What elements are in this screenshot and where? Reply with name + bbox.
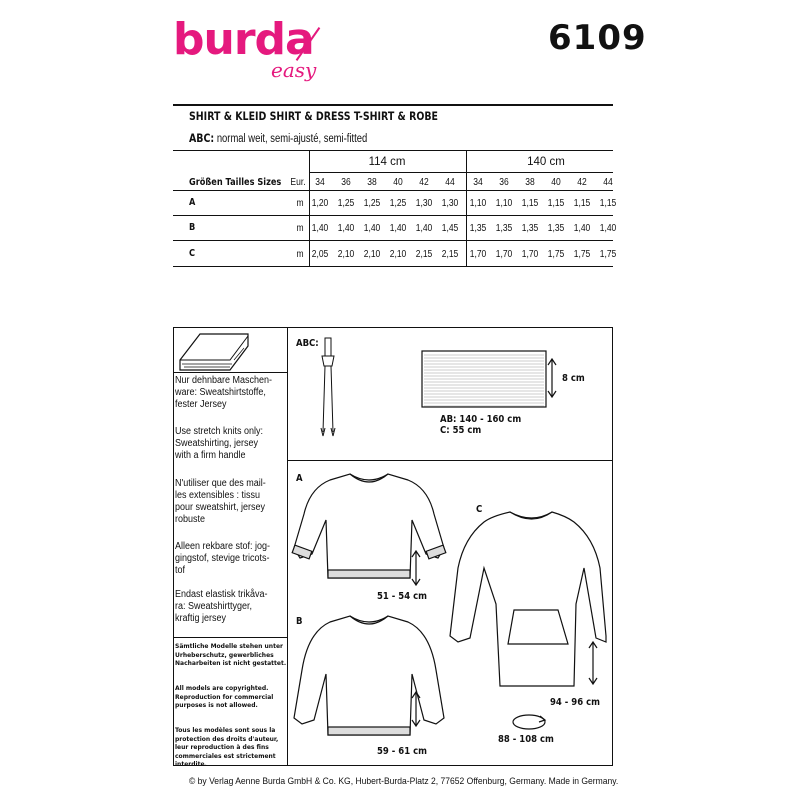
yardage-cell: 2,15 xyxy=(415,249,433,260)
notions-label: ABC: xyxy=(296,338,319,349)
view-c-measure: 94 - 96 cm xyxy=(550,697,600,708)
view-b-label: B xyxy=(296,616,303,627)
yardage-cell: 1,40 xyxy=(599,223,617,234)
width-header-114: 114 cm xyxy=(368,156,406,168)
rib-height-arrow-icon xyxy=(547,357,557,399)
yardage-cell: 1,15 xyxy=(521,198,539,209)
row-view-c: C xyxy=(189,248,196,259)
size-header: 36 xyxy=(499,177,509,188)
yardage-cell: 1,35 xyxy=(495,223,513,234)
logo-sub: easy xyxy=(271,58,317,82)
row-view-b: B xyxy=(189,222,196,233)
top-rule xyxy=(173,104,613,106)
size-header: 42 xyxy=(419,177,429,188)
fabric-note-de: Nur dehnbare Maschen-ware: Sweatshirtstoffe, fester Jersey xyxy=(175,375,273,410)
yardage-cell: 1,15 xyxy=(547,198,565,209)
logo-brand: burda xyxy=(173,14,314,65)
yardage-cell: 1,25 xyxy=(337,198,355,209)
yardage-cell: 1,30 xyxy=(441,198,459,209)
rib-height: 8 cm xyxy=(562,373,585,384)
yardage-cell: 1,40 xyxy=(363,223,381,234)
fabric-note-en: Use stretch knits only: Sweatshirting, jersey with a firm handle xyxy=(175,426,264,461)
sizes-label: Größen Tailles Sizes xyxy=(189,177,282,188)
yardage-cell: 1,70 xyxy=(521,249,539,260)
size-header: 38 xyxy=(367,177,377,188)
yardage-cell: 1,75 xyxy=(547,249,565,260)
footer-copyright: © by Verlag Aenne Burda GmbH & Co. KG, Hubert-Burda-Platz 2, 77652 Offenburg, Germany. Made in Germany. xyxy=(189,776,619,787)
fit-description xyxy=(189,131,367,145)
width-header-140: 140 cm xyxy=(527,156,565,168)
view-a-label: A xyxy=(296,473,303,484)
fit-text: normal weit, semi-ajusté, semi-fitted xyxy=(216,133,368,145)
copyright-note-fr: Tous les modèles sont sous la protection des droits d'auteur, leur reproduction à des fins commerciales est strictement interdite. xyxy=(175,727,279,768)
fabric-note-fr: N'utiliser que des mail-les extensibles : tissu pour sweatshirt, jersey robuste xyxy=(175,478,266,525)
fabric-note-nl: Alleen rekbare stof: jog-gingstof, stevige tricots-tof xyxy=(175,541,271,576)
pattern-title: SHIRT & KLEID SHIRT & DRESS T-SHIRT & ROBE xyxy=(189,109,438,123)
copyright-note-de: Sämtliche Modelle stehen unter Urheberschutz, gewerbliches Nacharbeiten ist nicht gestattet. xyxy=(175,643,287,667)
size-header: 40 xyxy=(393,177,403,188)
rib-length-c: C: 55 cm xyxy=(440,425,482,436)
yardage-cell: 1,20 xyxy=(311,198,329,209)
yardage-cell: 1,40 xyxy=(415,223,433,234)
pattern-number: 6109 xyxy=(548,18,647,58)
size-header: 34 xyxy=(473,177,483,188)
yardage-cell: 2,10 xyxy=(363,249,381,260)
yardage-cell: 2,15 xyxy=(441,249,459,260)
view-a-sweatshirt xyxy=(292,468,462,586)
circumference-icon xyxy=(510,712,548,732)
view-a-length-arrow-icon xyxy=(411,549,421,587)
unit-c: m xyxy=(296,249,304,260)
unit-a: m xyxy=(296,198,304,209)
burda-easy-logo xyxy=(173,14,333,86)
yardage-cell: 1,70 xyxy=(495,249,513,260)
size-header: 42 xyxy=(577,177,587,188)
yardage-cell: 2,10 xyxy=(337,249,355,260)
fabric-note-sv: Endast elastisk trikåva-ra: Sweatshirttyger, kraftig jersey xyxy=(175,589,268,624)
yardage-cell: 1,35 xyxy=(469,223,487,234)
rib-length-ab: AB: 140 - 160 cm xyxy=(440,414,522,425)
view-a-measure: 51 - 54 cm xyxy=(377,591,427,602)
view-c-dress xyxy=(448,498,608,698)
view-c-length-arrow-icon xyxy=(588,640,598,686)
yardage-cell: 2,10 xyxy=(389,249,407,260)
size-header: 44 xyxy=(445,177,455,188)
view-b-length-arrow-icon xyxy=(411,690,421,728)
yardage-cell: 1,10 xyxy=(495,198,513,209)
yardage-cell: 1,15 xyxy=(599,198,617,209)
row-view-a: A xyxy=(189,197,196,208)
yardage-cell: 1,40 xyxy=(389,223,407,234)
yardage-cell: 1,35 xyxy=(521,223,539,234)
yardage-cell: 1,30 xyxy=(415,198,433,209)
rib-knit-icon xyxy=(422,351,546,407)
copyright-note-en: All models are copyrighted. Reproduction for commercial purposes is not allowed. xyxy=(175,685,274,709)
yardage-cell: 1,75 xyxy=(573,249,591,260)
fabric-icon xyxy=(178,332,250,372)
unit-b: m xyxy=(296,223,304,234)
yardage-cell: 1,45 xyxy=(441,223,459,234)
yardage-cell: 1,15 xyxy=(573,198,591,209)
yardage-cell: 1,25 xyxy=(363,198,381,209)
view-b-sweatshirt xyxy=(292,610,462,740)
size-header: 34 xyxy=(315,177,325,188)
yardage-cell: 1,75 xyxy=(599,249,617,260)
eur-label: Eur. xyxy=(290,177,306,188)
size-header: 36 xyxy=(341,177,351,188)
size-header: 38 xyxy=(525,177,535,188)
yardage-cell: 1,70 xyxy=(469,249,487,260)
view-c-circumference: 88 - 108 cm xyxy=(498,734,554,745)
yardage-cell: 1,40 xyxy=(337,223,355,234)
double-needle-icon xyxy=(318,336,338,440)
yardage-cell: 1,10 xyxy=(469,198,487,209)
yardage-cell: 1,40 xyxy=(311,223,329,234)
yardage-cell: 2,05 xyxy=(311,249,329,260)
fit-label: ABC: xyxy=(189,131,215,145)
view-c-label: C xyxy=(476,504,483,515)
view-b-measure: 59 - 61 cm xyxy=(377,746,427,757)
yardage-cell: 1,40 xyxy=(573,223,591,234)
yardage-cell: 1,25 xyxy=(389,198,407,209)
yardage-cell: 1,35 xyxy=(547,223,565,234)
size-header: 40 xyxy=(551,177,561,188)
size-header: 44 xyxy=(603,177,613,188)
